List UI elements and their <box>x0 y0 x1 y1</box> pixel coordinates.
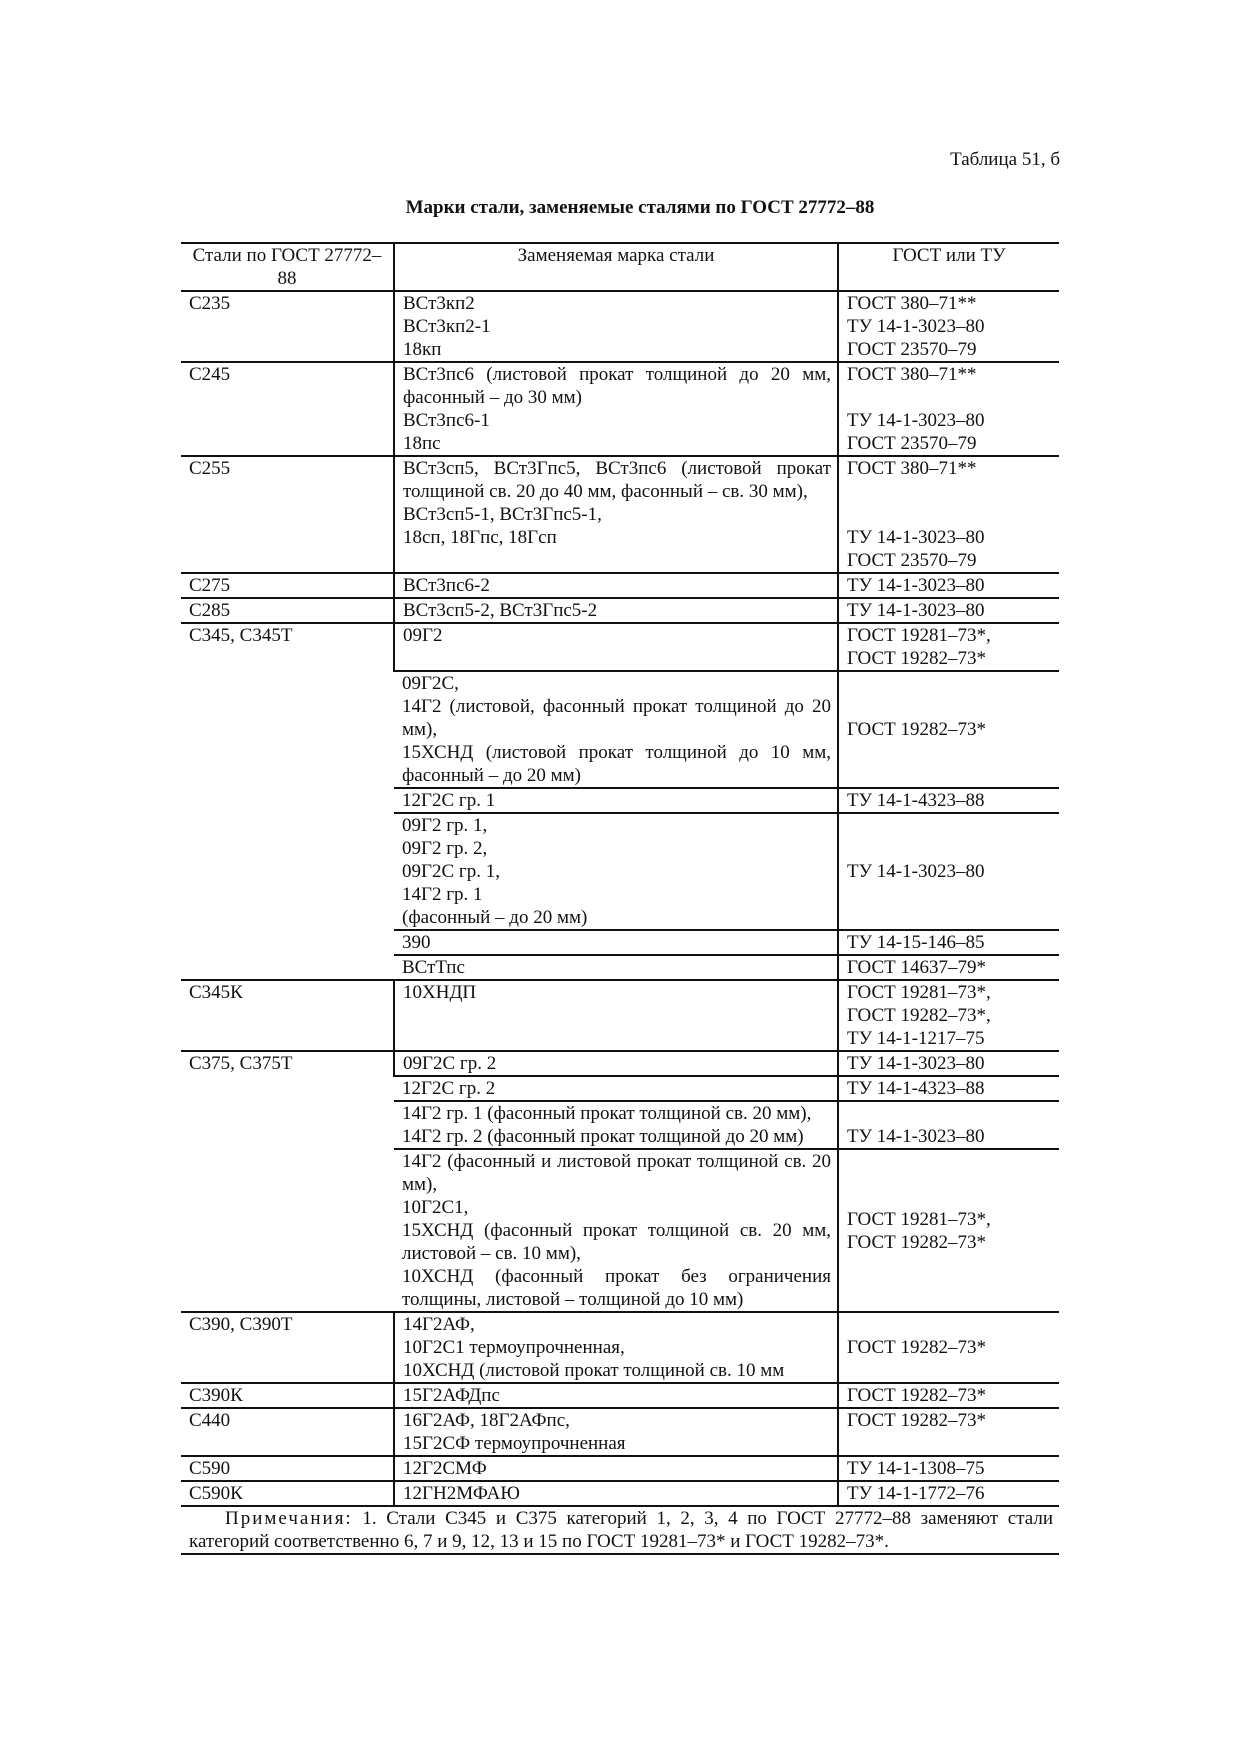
steel-grade-cell: С245 <box>181 362 394 456</box>
replaced-grade-line: 10Г2С1 термоупрочненная, <box>403 1337 625 1358</box>
gost-tu-line: ТУ 14-1-4323–88 <box>847 790 985 811</box>
replaced-grade-cell <box>394 930 838 955</box>
table-row <box>181 1051 1059 1076</box>
gost-tu-cell <box>838 671 1059 788</box>
gost-tu-cell <box>838 1456 1059 1481</box>
gost-tu-line: ТУ 14-1-3023–80 <box>847 527 985 548</box>
replaced-grade-line: 12Г2СМФ <box>403 1458 487 1479</box>
gost-tu-line: ТУ 14-1-1308–75 <box>847 1458 985 1479</box>
gost-tu-cell <box>838 930 1059 955</box>
replaced-grade-line: 18пс <box>403 433 441 454</box>
replaced-grade-cell <box>394 573 838 598</box>
gost-tu-line: ГОСТ 23570–79 <box>847 339 977 360</box>
table-row <box>181 1481 1059 1506</box>
steel-grade-cell: С255 <box>181 456 394 573</box>
header-steel-gost: Стали по ГОСТ 27772–88 <box>181 243 394 291</box>
replaced-grade-cell <box>394 598 838 623</box>
replaced-grade-cell <box>394 980 838 1051</box>
replaced-grade-line: 15Г2АФДпс <box>403 1385 500 1406</box>
gost-tu-line: ТУ 14-1-3023–80 <box>847 861 985 882</box>
gost-tu-line: ТУ 14-1-3023–80 <box>847 575 985 596</box>
gost-tu-line: ТУ 14-1-4323–88 <box>847 1078 985 1099</box>
gost-tu-cell <box>838 980 1059 1051</box>
table-row <box>181 598 1059 623</box>
table-notes <box>181 1506 1059 1554</box>
table-row <box>181 1312 1059 1383</box>
replaced-grade-line: 16Г2АФ, 18Г2АФпс, <box>403 1410 570 1431</box>
gost-tu-line: ГОСТ 19281–73*, <box>847 1208 991 1230</box>
replaced-grade-line: ВСт3сп5-2, ВСт3Гпс5-2 <box>403 600 598 621</box>
replaced-grade-line: 12Г2С гр. 1 <box>402 790 496 811</box>
replaced-grade-line: 15ХСНД (фасонный прокат толщиной св. 20 мм, листовой – св. 10 мм), <box>402 1220 831 1264</box>
gost-tu-cell <box>838 362 1059 456</box>
gost-tu-cell <box>838 1312 1059 1383</box>
replaced-grade-line: 14Г2 (фасонный и листовой прокат толщиной св. 20 мм), <box>402 1151 831 1195</box>
steel-grade-cell: С590К <box>181 1481 394 1506</box>
steel-grade-cell: С235 <box>181 291 394 362</box>
steel-grade-cell: С590 <box>181 1456 394 1481</box>
replaced-grade-line: ВСт3кп2-1 <box>403 316 491 337</box>
gost-tu-line: ТУ 14-1-1217–75 <box>847 1028 985 1049</box>
gost-tu-cell <box>838 813 1059 930</box>
replaced-grade-line: 14Г2 гр. 1 (фасонный прокат толщиной св. 20 мм), <box>402 1103 812 1124</box>
table-body <box>181 291 1059 1506</box>
gost-tu-line <box>847 503 1053 526</box>
gost-tu-line: ТУ 14-1-3023–80 <box>847 410 985 431</box>
gost-tu-cell <box>838 1481 1059 1506</box>
replaced-grade-line: ВСт3пс6 (листовой прокат толщиной до 20 мм, фасонный – до 30 мм) <box>403 364 831 408</box>
steel-grade-cell: С375, С375Т <box>181 1051 394 1312</box>
gost-tu-line: ТУ 14-1-3023–80 <box>847 316 985 337</box>
steel-grade-cell: С345К <box>181 980 394 1051</box>
gost-tu-cell <box>838 788 1059 813</box>
replaced-grade-line: 18кп <box>403 339 442 360</box>
replaced-grade-line: ВСтТпс <box>402 957 465 978</box>
replaced-grade-cell <box>394 1076 838 1101</box>
gost-tu-line: ГОСТ 19282–73* <box>847 1410 986 1431</box>
replaced-grade-line: 09Г2 гр. 1, <box>402 815 488 836</box>
table-row <box>181 456 1059 573</box>
replaced-grade-line: 390 <box>402 932 431 953</box>
replaced-grade-line: 10ХСНД (фасонный прокат без ограничения толщины, листовой – толщиной до 10 мм) <box>402 1266 831 1310</box>
gost-tu-cell <box>838 1383 1059 1408</box>
replaced-grade-line: 14Г2АФ, <box>403 1314 475 1335</box>
gost-tu-line: ГОСТ 19282–73*, <box>847 1005 991 1026</box>
steel-grade-cell: С275 <box>181 573 394 598</box>
replaced-grade-line: 14Г2 (листовой, фасонный прокат толщиной до 20 мм), <box>402 696 831 740</box>
replaced-grade-line: 09Г2С гр. 1, <box>402 861 500 882</box>
replaced-grade-line: ВСт3кп2 <box>403 293 475 314</box>
replaced-grade-line: ВСт3сп5, ВСт3Гпс5, ВСт3пс6 (листовой прокат толщиной св. 20 до 40 мм, фасонный – св. 30 мм), <box>403 458 831 502</box>
notes-row <box>181 1506 1059 1554</box>
header-gost-tu: ГОСТ или ТУ <box>838 243 1059 291</box>
gost-tu-cell <box>838 456 1059 573</box>
replaced-grade-line: 09Г2 <box>403 625 443 646</box>
gost-tu-line <box>847 480 1053 503</box>
replaced-grade-line: 10Г2С1, <box>402 1197 469 1218</box>
replaced-grade-cell <box>394 1101 838 1149</box>
replaced-grade-line: 09Г2С гр. 2 <box>403 1053 497 1074</box>
gost-tu-line: ГОСТ 380–71** <box>847 364 977 385</box>
gost-tu-line: ГОСТ 19282–73* <box>847 719 986 740</box>
replaced-grade-cell <box>394 1481 838 1506</box>
gost-tu-cell <box>838 291 1059 362</box>
gost-tu-line: ГОСТ 19281–73*, <box>847 982 991 1003</box>
gost-tu-cell <box>838 955 1059 980</box>
gost-tu-line: ГОСТ 23570–79 <box>847 550 977 571</box>
gost-tu-cell <box>838 1149 1059 1312</box>
replaced-grade-line: 10ХСНД (листовой прокат толщиной св. 10 мм <box>403 1360 785 1381</box>
replaced-grade-cell <box>394 623 838 671</box>
table-row <box>181 362 1059 456</box>
replaced-grade-line: 10ХНДП <box>403 982 477 1003</box>
header-replaced-grade: Заменяемая марка стали <box>394 243 838 291</box>
replaced-grade-line: 12Г2С гр. 2 <box>402 1078 496 1099</box>
replaced-grade-cell <box>394 1383 838 1408</box>
replaced-grade-line: 15ХСНД (листовой прокат толщиной до 10 мм, фасонный – до 20 мм) <box>402 742 831 786</box>
replaced-grade-line: ВСт3сп5-1, ВСт3Гпс5-1, <box>403 504 602 525</box>
gost-tu-cell <box>838 598 1059 623</box>
replaced-grade-cell <box>394 1051 838 1076</box>
gost-tu-line: ТУ 14-1-3023–80 <box>847 600 985 621</box>
steel-grade-cell: С440 <box>181 1408 394 1456</box>
table-row <box>181 1408 1059 1456</box>
replaced-grade-cell <box>394 1456 838 1481</box>
gost-tu-line: ГОСТ 19282–73* <box>847 1231 986 1253</box>
gost-tu-line: ТУ 14-1-1772–76 <box>847 1483 985 1504</box>
gost-tu-line: ГОСТ 380–71** <box>847 293 977 314</box>
table-row <box>181 573 1059 598</box>
replaced-grade-cell <box>394 1312 838 1383</box>
replaced-grade-cell <box>394 788 838 813</box>
table-number: Таблица 51, б <box>950 149 1060 170</box>
gost-tu-line: ГОСТ 19282–73* <box>847 1337 986 1358</box>
gost-tu-line: ГОСТ 19282–73* <box>847 648 986 669</box>
table-row <box>181 291 1059 362</box>
gost-tu-line <box>847 386 1053 409</box>
gost-tu-line: ГОСТ 19282–73* <box>847 1385 986 1406</box>
steel-grade-cell: С390, С390Т <box>181 1312 394 1383</box>
replaced-grade-cell <box>394 955 838 980</box>
gost-tu-line: ГОСТ 23570–79 <box>847 433 977 454</box>
replaced-grade-cell <box>394 813 838 930</box>
notes-text: 1. Стали С345 и С375 категорий 1, 2, 3, 4 по ГОСТ 27772–88 заменяют стали категорий соответственно 6, 7 и 9, 12, 13 и 15 по ГОСТ 19281–73* и ГОСТ 19282–73*. <box>189 1508 1053 1552</box>
gost-tu-cell <box>838 573 1059 598</box>
gost-tu-cell <box>838 1101 1059 1149</box>
gost-tu-line: ГОСТ 14637–79* <box>847 957 986 978</box>
replaced-grade-line: 09Г2 гр. 2, <box>402 838 488 859</box>
gost-tu-line: ТУ 14-1-3023–80 <box>847 1053 985 1074</box>
table-caption: Марки стали, заменяемые сталями по ГОСТ 27772–88 <box>405 197 875 218</box>
replaced-grade-cell <box>394 1149 838 1312</box>
notes-heading: Примечания: <box>225 1508 353 1529</box>
gost-tu-line: ГОСТ 19281–73*, <box>847 625 991 646</box>
table-row <box>181 1456 1059 1481</box>
gost-tu-cell <box>838 1051 1059 1076</box>
replaced-grade-line: 09Г2С, <box>402 673 459 694</box>
replaced-grade-line: 12ГН2МФАЮ <box>403 1483 520 1504</box>
replaced-grade-line: 15Г2СФ термоупрочненная <box>403 1433 626 1454</box>
gost-tu-cell <box>838 623 1059 671</box>
steel-grade-cell: С285 <box>181 598 394 623</box>
table-row <box>181 623 1059 671</box>
steel-grade-cell: С390К <box>181 1383 394 1408</box>
replaced-grade-line: 14Г2 гр. 2 (фасонный прокат толщиной до 20 мм) <box>402 1126 804 1147</box>
table-row <box>181 980 1059 1051</box>
replaced-grade-cell <box>394 1408 838 1456</box>
gost-tu-line: ТУ 14-15-146–85 <box>847 932 985 953</box>
table-row <box>181 1383 1059 1408</box>
replaced-grade-line: (фасонный – до 20 мм) <box>402 907 588 928</box>
replaced-grade-cell <box>394 671 838 788</box>
replaced-grade-cell <box>394 456 838 573</box>
steel-grade-cell: С345, С345Т <box>181 623 394 980</box>
gost-tu-cell <box>838 1408 1059 1456</box>
replaced-grade-line: 18сп, 18Гпс, 18Гсп <box>403 527 557 548</box>
table-header-row <box>181 243 1059 291</box>
gost-tu-line: ГОСТ 380–71** <box>847 458 977 479</box>
gost-tu-cell <box>838 1076 1059 1101</box>
gost-tu-line <box>847 1102 1053 1125</box>
replaced-grade-line: ВСт3пс6-2 <box>403 575 490 596</box>
replaced-grade-cell <box>394 291 838 362</box>
gost-tu-line: ТУ 14-1-3023–80 <box>847 1126 985 1147</box>
steel-table <box>181 242 1059 1555</box>
replaced-grade-line: 14Г2 гр. 1 <box>402 884 483 905</box>
replaced-grade-cell <box>394 362 838 456</box>
replaced-grade-line: ВСт3пс6-1 <box>403 410 490 431</box>
